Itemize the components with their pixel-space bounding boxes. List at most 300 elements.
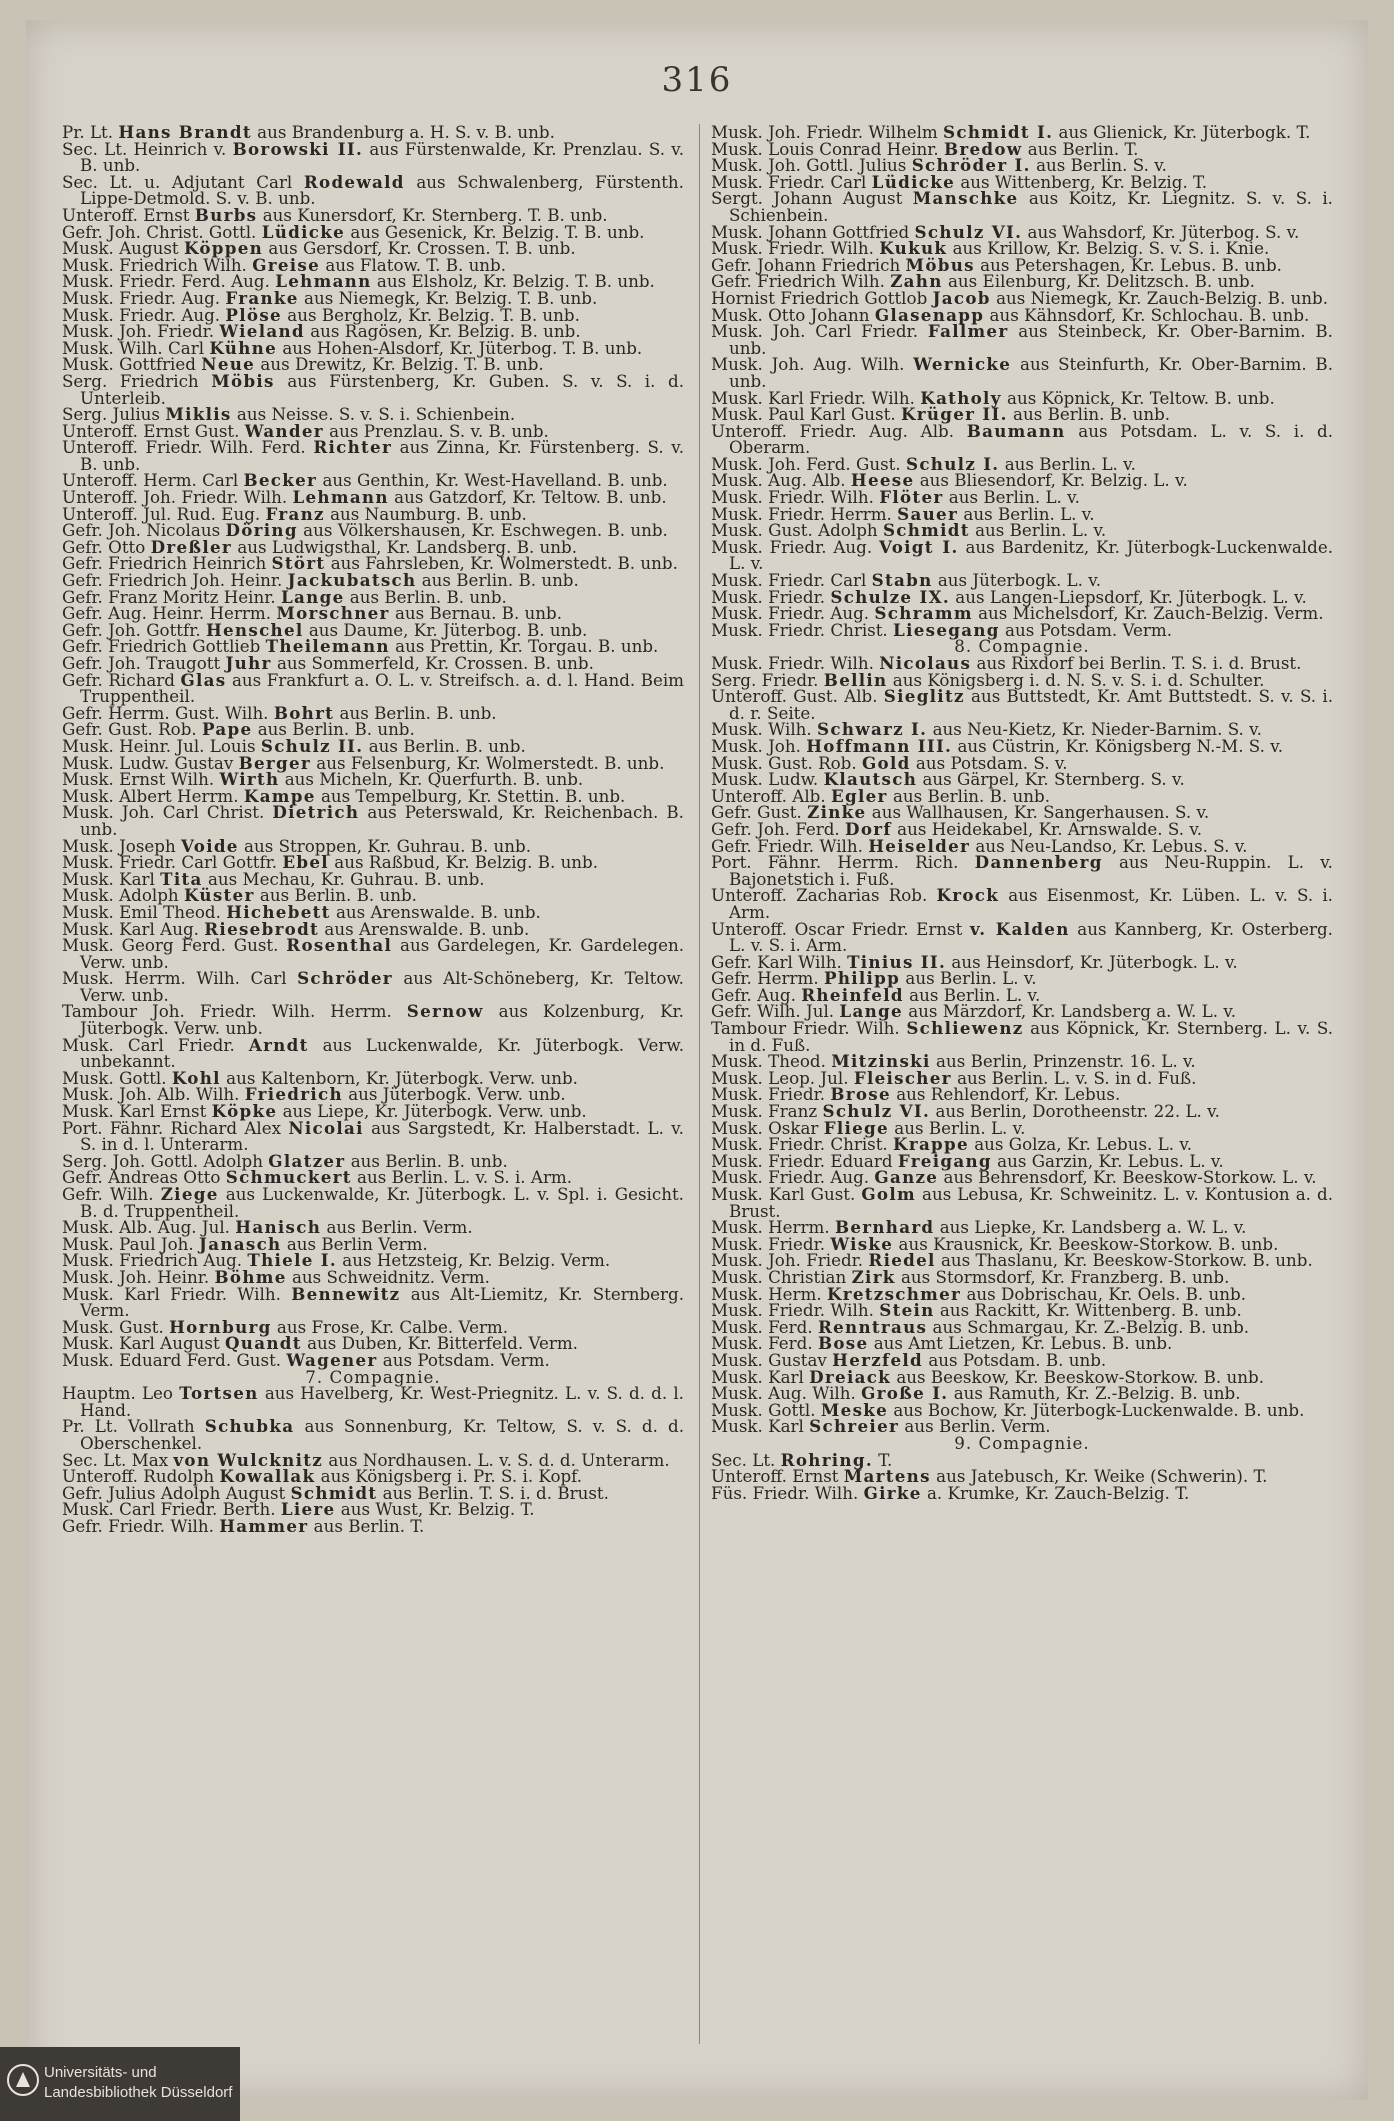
entry-rank-given-names: Port. Fähnr. Herrm. Rich. — [711, 852, 959, 873]
entry-rank-given-names: Gefr. Joh. Christ. Gottl. — [62, 221, 257, 242]
casualty-entry — [711, 356, 1333, 389]
entry-rank-given-names: Gefr. Friedr. Wilh. — [62, 1515, 214, 1536]
entry-surname: Golm — [861, 1184, 916, 1204]
entry-rank-given-names: Gefr. Herrm. Gust. Wilh. — [62, 702, 269, 723]
entry-surname: Schliewenz — [906, 1018, 1024, 1039]
entry-rank-given-names: Musk. August — [62, 238, 179, 259]
entry-origin-status: aus Stormsdorf, Kr. Franzberg. B. unb. — [900, 1266, 1230, 1287]
entry-origin-status: aus Bliesendorf, Kr. Belzig. L. v. — [919, 470, 1188, 491]
company-heading: 7. Compagnie. — [305, 1366, 441, 1387]
entry-rank-given-names: Musk. Friedr. Ferd. Aug. — [62, 271, 270, 292]
entry-rank-given-names: Musk. Christian — [711, 1266, 847, 1287]
entry-rank-given-names: Unteroff. Ernst Gust. — [62, 420, 240, 441]
entry-surname: Plöse — [225, 304, 282, 325]
entry-rank-given-names: Musk. Louis Conrad Heinr. — [711, 138, 939, 159]
entry-surname: Köpke — [211, 1101, 278, 1122]
entry-origin-status: aus Potsdam. S. v. — [915, 752, 1068, 773]
entry-rank-given-names: Gefr. Joh. Traugott — [62, 653, 221, 673]
entry-rank-given-names: Gefr. Richard — [62, 669, 175, 690]
entry-surname: Dreßler — [150, 536, 233, 557]
entry-surname: Ebel — [282, 852, 329, 873]
entry-rank-given-names: Musk. Aug. Alb. — [711, 470, 846, 491]
entry-surname: Zahn — [890, 271, 943, 292]
casualty-entry — [62, 937, 684, 970]
entry-rank-given-names: Musk. Friedr. Aug. — [62, 287, 221, 308]
entry-rank-given-names: Musk. Friedr. Christ. — [711, 1134, 888, 1155]
entry-surname: Gold — [862, 752, 911, 773]
entry-rank-given-names: Gefr. Aug. — [711, 984, 796, 1005]
entry-rank-given-names: Musk. Joh. Friedr. Wilhelm — [711, 122, 938, 142]
entry-rank-given-names: Gefr. Friedrich Gottlieb — [62, 636, 261, 657]
entry-rank-given-names: Unteroff. Ernst — [711, 1466, 839, 1487]
casualty-entry — [711, 887, 1333, 920]
entry-surname: Zirk — [851, 1266, 896, 1287]
entry-origin-status: aus Kähnsdorf, Kr. Schlochau. B. unb. — [989, 304, 1310, 325]
entry-rank-given-names: Gefr. Joh. Gottfr. — [62, 619, 201, 640]
entry-surname: Schmidt I. — [943, 122, 1054, 142]
casualty-entry — [62, 439, 684, 472]
entry-origin-status: aus Potsdam. Verm. — [1005, 619, 1173, 640]
entry-origin-status: aus Mechau, Kr. Guhrau. B. unb. — [207, 868, 485, 889]
entry-origin-status: aus Berlin, Dorotheenstr. 22. L. v. — [935, 1101, 1220, 1122]
entry-surname: Juhr — [225, 653, 272, 673]
entry-rank-given-names: Hornist Friedrich Gottlob — [711, 287, 928, 308]
entry-rank-given-names: Musk. Gottl. — [62, 1067, 167, 1088]
company-heading: 9. Compagnie. — [954, 1432, 1090, 1453]
entry-surname: Jacob — [932, 287, 991, 308]
entry-rank-given-names: Musk. Friedr. Eduard — [711, 1150, 893, 1171]
entry-surname: Schulz VI. — [914, 221, 1023, 242]
entry-origin-status: aus Berlin. B. unb. — [1013, 404, 1171, 425]
entry-rank-given-names: Gefr. Julius Adolph August — [62, 1482, 286, 1503]
entry-rank-given-names: Serg. Friedrich — [62, 370, 199, 391]
entry-surname: Köppen — [183, 238, 264, 259]
entry-rank-given-names: Musk. Karl — [711, 1416, 804, 1437]
entry-origin-status: aus Potsdam. B. unb. — [928, 1349, 1107, 1370]
entry-rank-given-names: Unteroff. Zacharias Rob. — [711, 885, 928, 906]
entry-surname: Kukuk — [879, 238, 948, 259]
entry-surname: Dorf — [845, 818, 892, 839]
entry-origin-status: aus Garzin, Kr. Lebus. L. v. — [997, 1150, 1224, 1171]
entry-rank-given-names: Musk. Johann Gottfried — [711, 221, 910, 242]
entry-rank-given-names: Musk. Joh. Aug. Wilh. — [711, 354, 905, 375]
entry-surname: Lange — [839, 1001, 903, 1022]
entry-surname: Schwarz I. — [817, 719, 928, 740]
entry-surname: Krappe — [893, 1134, 969, 1155]
entry-surname: Thiele I. — [247, 1250, 337, 1271]
entry-rank-given-names: Musk. Friedr. Aug. — [711, 1167, 870, 1188]
entry-rank-given-names: Musk. Friedr. Wilh. — [711, 653, 874, 673]
entry-rank-given-names: Musk. Paul Karl Gust. — [711, 404, 896, 425]
entry-origin-status: aus Liepe, Kr. Jüterbogk. Verw. unb. — [282, 1101, 587, 1122]
entry-origin-status: aus Zinna, Kr. Fürstenberg. S. v. B. unb. — [80, 437, 684, 474]
entry-rank-given-names: Musk. Friedr. Aug. — [711, 603, 870, 624]
entry-origin-status: aus Kolzenburg, Kr. Jüterbogk. Verw. unb. — [80, 1001, 684, 1039]
entry-rank-given-names: Musk. Friedr. — [711, 586, 826, 607]
entry-surname: Renntraus — [817, 1316, 928, 1337]
entry-rank-given-names: Sec. Lt. Heinrich v. — [62, 138, 227, 159]
entry-surname: Hanisch — [235, 1217, 322, 1238]
entry-surname: Zinke — [807, 802, 867, 823]
entry-rank-given-names: Musk. Friedr. Christ. — [711, 619, 888, 640]
entry-surname: Franz — [265, 503, 325, 524]
entry-rank-given-names: Musk. Joh. Carl Friedr. — [711, 321, 919, 342]
casualty-entry — [711, 420, 1334, 458]
casualty-entry — [62, 804, 684, 837]
entry-rank-given-names: Sec. Lt. Max — [62, 1449, 169, 1470]
entry-origin-status: aus Elsholz, Kr. Belzig. T. B. unb. — [376, 271, 655, 292]
entry-origin-status: aus Amt Lietzen, Kr. Lebus. B. unb. — [873, 1333, 1173, 1354]
entry-origin-status: aus Genthin, Kr. West-Havelland. B. unb. — [322, 470, 668, 491]
entry-rank-given-names: Musk. Joh. Gottl. Julius — [711, 155, 907, 176]
entry-origin-status: aus Alt-Schöneberg, Kr. Teltow. Verw. unb. — [80, 968, 684, 1005]
entry-rank-given-names: Unteroff. Friedr. Aug. Alb. — [711, 420, 955, 441]
entry-surname: Rosenthal — [286, 935, 393, 956]
entry-surname: Wagener — [286, 1349, 378, 1370]
page-number: 316 — [661, 60, 733, 100]
entry-rank-given-names: Pr. Lt. Vollrath — [62, 1416, 195, 1437]
entry-surname: Friedrich — [244, 1084, 343, 1105]
entry-origin-status: aus Jüterbogk. Verw. unb. — [348, 1084, 566, 1105]
entry-origin-status: aus Berlin. B. unb. — [259, 885, 417, 906]
entry-surname: Martens — [843, 1466, 931, 1487]
entry-surname: Kretzschmer — [826, 1283, 962, 1304]
entry-surname: Girke — [863, 1482, 922, 1503]
entry-origin-status: aus Jüterbogk. L. v. — [937, 570, 1101, 591]
entry-rank-given-names: Musk. Karl Gust. — [711, 1184, 856, 1204]
entry-surname: Lehmann — [275, 271, 372, 292]
entry-origin-status: aus Wahsdorf, Kr. Jüterbog. S. v. — [1027, 221, 1300, 242]
entry-surname: Krock — [936, 885, 1000, 906]
entry-origin-status: aus Kaltenborn, Kr. Jüterbogk. Verw. unb. — [226, 1067, 578, 1088]
entry-origin-status: aus Schmargau, Kr. Z.-Belzig. B. unb. — [932, 1316, 1250, 1337]
entry-surname: Fliege — [823, 1117, 889, 1138]
entry-rank-given-names: Gefr. Wilh. — [62, 1184, 154, 1204]
entry-rank-given-names: Serg. Friedr. — [711, 669, 819, 690]
entry-surname: Wieland — [219, 321, 305, 342]
casualty-entry — [62, 171, 684, 209]
entry-origin-status: aus Prettin, Kr. Torgau. B. unb. — [395, 636, 659, 657]
entry-surname: Krüger II. — [900, 404, 1008, 425]
entry-rank-given-names: Unteroff. Oscar Friedr. Ernst — [711, 918, 963, 939]
entry-origin-status: aus Berlin. L. v. — [894, 1117, 1026, 1138]
entry-rank-given-names: Musk. Friedrich Aug. — [62, 1250, 243, 1271]
entry-rank-given-names: Gefr. Karl Wilh. — [711, 951, 842, 972]
library-logo — [0, 2047, 240, 2121]
entry-rank-given-names: Musk. Eduard Ferd. Gust. — [62, 1349, 282, 1370]
entry-surname: Hornburg — [169, 1316, 272, 1337]
casualty-entry — [711, 1186, 1333, 1219]
casualty-entry — [62, 1001, 684, 1039]
entry-surname: Lüdicke — [871, 171, 955, 192]
entry-surname: v. Kalden — [969, 918, 1070, 939]
entry-origin-status: aus Buttstedt, Kr. Amt Buttstedt. S. v. S. i. d. r. Seite. — [729, 686, 1334, 723]
entry-origin-status: aus Berlin, Prinzenstr. 16. L. v. — [936, 1051, 1196, 1072]
entry-origin-status: aus Neu-Landso, Kr. Lebus. S. v. — [975, 835, 1248, 856]
entry-rank-given-names: Musk. Gust. Adolph — [711, 520, 878, 541]
entry-origin-status: aus Daume, Kr. Jüterbog. B. unb. — [308, 619, 588, 640]
entry-origin-status: aus Dobrischau, Kr. Oels. B. unb. — [966, 1283, 1247, 1304]
entry-rank-given-names: Gefr. Aug. Heinr. Herrm. — [62, 603, 271, 624]
entry-rank-given-names: Gefr. Herrm. — [711, 968, 819, 989]
entry-origin-status: aus Micheln, Kr. Querfurth. B. unb. — [284, 769, 584, 790]
library-name-line1: Universitäts- und — [44, 2064, 157, 2081]
entry-origin-status: aus Luckenwalde, Kr. Jüterbogk. Verw. unbekannt. — [80, 1034, 685, 1072]
entry-origin-status: aus Königsberg i. d. N. S. v. S. i. d. Schulter. — [892, 669, 1265, 690]
entry-rank-given-names: Port. Fähnr. Richard Alex — [62, 1117, 282, 1138]
entry-surname: Bennewitz — [291, 1283, 401, 1304]
entry-rank-given-names: Musk. Ludw. Gustav — [62, 752, 234, 773]
entry-origin-status: aus Wust, Kr. Belzig. T. — [340, 1499, 535, 1520]
entry-rank-given-names: Musk. Georg Ferd. Gust. — [62, 935, 279, 956]
entry-origin-status: aus Bergholz, Kr. Belzig. T. B. unb. — [287, 304, 580, 325]
entry-rank-given-names: Musk. Emil Theod. — [62, 901, 221, 922]
entry-surname: Bohrt — [273, 702, 335, 723]
entry-origin-status: aus Duben, Kr. Bitterfeld. Verm. — [307, 1333, 578, 1354]
entry-origin-status: aus Berlin. B. unb. — [892, 785, 1051, 806]
entry-origin-status: aus Felsenburg, Kr. Wolmerstedt. B. unb. — [316, 752, 665, 773]
entry-rank-given-names: Unteroff. Ernst — [62, 204, 190, 225]
entry-origin-status: aus Berlin. S. v. — [1036, 155, 1167, 176]
entry-surname: Flöter — [879, 487, 944, 508]
entry-rank-given-names: Musk. Franz — [711, 1101, 818, 1122]
entry-origin-status: aus Kunersdorf, Kr. Sternberg. T. B. unb. — [262, 204, 608, 225]
entry-origin-status: aus Kannberg, Kr. Osterberg. L. v. S. i. Arm. — [729, 918, 1333, 956]
entry-origin-status: aus Raßbud, Kr. Belzig. B. unb. — [334, 852, 599, 873]
entry-rank-given-names: Gefr. Wilh. Jul. — [711, 1001, 835, 1022]
entry-origin-status: aus Michelsdorf, Kr. Zauch-Belzig. Verm. — [978, 603, 1324, 624]
entry-origin-status: aus Brandenburg a. H. S. v. B. unb. — [257, 122, 555, 142]
entry-rank-given-names: Musk. Friedr. — [711, 1084, 826, 1105]
entry-surname: Richter — [313, 437, 393, 458]
entry-surname: Schulz I. — [906, 453, 1000, 474]
casualty-entry — [711, 190, 1333, 223]
entry-origin-status: aus Berlin. L. v. S. i. Arm. — [357, 1167, 573, 1188]
entry-origin-status: aus Königsberg i. Pr. S. i. Kopf. — [320, 1466, 583, 1487]
entry-rank-given-names: Musk. Joseph — [62, 835, 176, 856]
entry-rank-given-names: Unteroff. Gust. Alb. — [711, 686, 878, 707]
entry-surname: Dannenberg — [974, 852, 1103, 873]
entry-surname: Janasch — [199, 1233, 282, 1254]
entry-surname: Manschke — [912, 188, 1019, 209]
entry-origin-status: aus Steinfurth, Kr. Ober-Barnim. B. unb. — [729, 354, 1333, 391]
entry-origin-status: aus Thaslanu, Kr. Beeskow-Storkow. B. unb. — [940, 1250, 1313, 1271]
entry-rank-given-names: Musk. Albert Herrm. — [62, 785, 239, 806]
entry-surname: Dreiack — [809, 1366, 892, 1387]
entry-origin-status: aus Fürstenberg, Kr. Guben. S. v. S. i. d. Unterleib. — [80, 370, 684, 408]
entry-origin-status: aus Sonnenburg, Kr. Teltow, S. v. S. d. d. Oberschenkel. — [80, 1416, 685, 1453]
entry-surname: Mitzinski — [831, 1051, 931, 1072]
entry-origin-status: aus Bernau. B. unb. — [394, 603, 563, 624]
entry-rank-given-names: Musk. Carl Friedr. Berth. — [62, 1499, 276, 1520]
entry-surname: Schubka — [204, 1416, 295, 1437]
entry-surname: Fallmer — [927, 321, 1009, 342]
entry-origin-status: aus Petershagen, Kr. Lebus. B. unb. — [980, 254, 1282, 275]
entry-origin-status: aus Berlin. T. — [1027, 138, 1139, 159]
entry-surname: Schulze IX. — [830, 586, 950, 607]
entry-rank-given-names: Musk. Friedr. Carl — [711, 570, 867, 591]
entry-rank-given-names: Musk. Gust. — [62, 1316, 164, 1337]
entry-surname: Freigang — [897, 1150, 992, 1171]
entry-rank-given-names: Gefr. Friedrich Heinrich — [62, 553, 267, 574]
entry-surname: Riesebrodt — [204, 918, 320, 939]
entry-origin-status: aus Neu-Kietz, Kr. Nieder-Barnim. S. v. — [932, 719, 1262, 740]
entry-surname: Hoffmann III. — [806, 735, 953, 756]
entry-rank-given-names: Musk. Friedr. Wilh. — [711, 487, 874, 508]
entry-surname: Herzfeld — [832, 1349, 924, 1370]
document-page — [26, 20, 1368, 2100]
entry-surname: Riedel — [868, 1250, 936, 1271]
entry-rank-given-names: Musk. Karl — [711, 1366, 804, 1387]
entry-surname: Kohl — [171, 1067, 221, 1088]
entry-rank-given-names: Musk. Gottfried — [62, 354, 196, 375]
entry-rank-given-names: Musk. Gust. Rob. — [711, 752, 857, 773]
entry-rank-given-names: Gefr. Joh. Ferd. — [711, 818, 840, 839]
entry-origin-status: a. Krumke, Kr. Zauch-Belzig. T. — [926, 1482, 1190, 1503]
entry-rank-given-names: Musk. Theod. — [711, 1051, 826, 1072]
entry-origin-status: aus Berlin. L. v. — [975, 520, 1107, 541]
entry-rank-given-names: Unteroff. Rudolph — [62, 1466, 215, 1487]
entry-origin-status: aus Golza, Kr. Lebus. L. v. — [974, 1134, 1193, 1155]
entry-surname: Ziege — [160, 1184, 219, 1204]
entry-origin-status: aus Köpnick, Kr. Sternberg. L. v. S. in d. Fuß. — [729, 1018, 1333, 1055]
entry-surname: Rheinfeld — [801, 984, 904, 1005]
entry-surname: Berger — [238, 752, 311, 773]
entry-rank-given-names: Tambour Friedr. Wilh. — [711, 1018, 900, 1039]
entry-origin-status: aus Fürstenwalde, Kr. Prenzlau. S. v. B. unb. — [80, 138, 685, 176]
entry-surname: Tinius II. — [847, 951, 947, 972]
entry-surname: Schmidt — [882, 520, 970, 541]
entry-surname: Katholy — [920, 387, 1002, 408]
entry-origin-status: aus Frankfurt a. O. L. v. Streifsch. a. d. l. Hand. Beim Truppentheil. — [80, 669, 684, 707]
entry-rank-given-names: Pr. Lt. — [62, 122, 114, 142]
entry-surname: Bose — [817, 1333, 869, 1354]
entry-rank-given-names: Unteroff. Friedr. Wilh. Ferd. — [62, 437, 306, 458]
entry-rank-given-names: Musk. Herrm. — [711, 1217, 830, 1238]
entry-rank-given-names: Musk. Friedrich Wilh. — [62, 254, 247, 275]
right-column — [711, 124, 1333, 1501]
casualty-entry — [711, 918, 1333, 956]
company-heading: 8. Compagnie. — [954, 636, 1090, 657]
entry-rank-given-names: Musk. Karl Friedr. Wilh. — [711, 387, 915, 408]
casualty-entry — [711, 323, 1333, 356]
entry-origin-status: aus Berlin. B. unb. — [349, 586, 507, 607]
entry-surname: Schmidt — [290, 1482, 378, 1503]
casualty-entry — [711, 688, 1333, 721]
entry-origin-status: aus Bochow, Kr. Jüterbogk-Luckenwalde. B. unb. — [893, 1399, 1305, 1420]
entry-rank-given-names: Musk. Joh. Carl Christ. — [62, 802, 265, 823]
entry-rank-given-names: Gefr. Otto — [62, 536, 146, 557]
entry-surname: Becker — [243, 470, 318, 491]
entry-rank-given-names: Füs. Friedr. Wilh. — [711, 1482, 859, 1503]
entry-origin-status: aus Sommerfeld, Kr. Crossen. B. unb. — [276, 653, 594, 673]
entry-origin-status: aus Peterswald, Kr. Reichenbach. B. unb. — [80, 802, 684, 839]
entry-surname: Wander — [244, 420, 324, 441]
entry-surname: Tortsen — [179, 1383, 259, 1404]
entry-surname: Henschel — [205, 619, 304, 640]
entry-surname: Quandt — [224, 1333, 302, 1354]
entry-origin-status: aus Arenswalde. B. unb. — [335, 901, 541, 922]
entry-origin-status: aus Hetzsteig, Kr. Belzig. Verm. — [342, 1250, 611, 1271]
entry-surname: Döring — [225, 520, 298, 541]
entry-origin-status: aus Eisenmost, Kr. Lüben. L. v. S. i. Arm. — [729, 885, 1333, 922]
casualty-entry — [62, 669, 684, 707]
entry-rank-given-names: Musk. Alb. Aug. Jul. — [62, 1217, 230, 1238]
entry-origin-status: aus Beeskow, Kr. Beeskow-Storkow. B. unb. — [896, 1366, 1265, 1387]
entry-surname: Bredow — [943, 138, 1023, 159]
entry-rank-given-names: Musk. Oskar — [711, 1117, 819, 1138]
entry-rank-given-names: Musk. Joh. Friedr. — [62, 321, 215, 342]
entry-surname: Morschner — [276, 603, 390, 624]
entry-rank-given-names: Musk. Ferd. — [711, 1316, 813, 1337]
entry-origin-status: aus Wallhausen, Kr. Sangerhausen. S. v. — [871, 802, 1210, 823]
entry-origin-status: aus Schwalenberg, Fürstenth. Lippe-Detmold. S. v. B. unb. — [80, 171, 684, 209]
entry-origin-status: aus Krausnick, Kr. Beeskow-Storkow. B. unb. — [898, 1233, 1279, 1254]
entry-surname: Schröder — [297, 968, 393, 989]
entry-surname: Pape — [202, 719, 253, 740]
entry-origin-status: aus Fahrsleben, Kr. Wolmerstedt. B. unb. — [330, 553, 678, 574]
entry-surname: Küster — [183, 885, 255, 906]
entry-origin-status: aus Jatebusch, Kr. Weike (Schwerin). T. — [936, 1466, 1268, 1487]
entry-origin-status: aus Eilenburg, Kr. Delitzsch. B. unb. — [947, 271, 1255, 292]
entry-surname: Nicolai — [288, 1117, 364, 1138]
entry-surname: Bellin — [823, 669, 888, 690]
entry-surname: Dietrich — [272, 802, 360, 823]
entry-surname: Nicolaus — [879, 653, 972, 673]
entry-origin-status: aus Havelberg, Kr. West-Priegnitz. L. v. S. d. d. l. Hand. — [80, 1383, 684, 1420]
entry-surname: Franke — [225, 287, 299, 308]
entry-rank-given-names: Musk. Karl August — [62, 1333, 220, 1354]
entry-rank-given-names: Musk. Heinr. Jul. Louis — [62, 735, 256, 756]
entry-surname: Fleischer — [853, 1067, 952, 1088]
entry-origin-status: aus Berlin. T. — [313, 1515, 425, 1536]
entry-surname: Arndt — [248, 1034, 309, 1055]
entry-origin-status: aus Neisse. S. v. S. i. Schienbein. — [236, 404, 516, 425]
entry-origin-status: aus Völkershausen, Kr. Eschwegen. B. unb. — [303, 520, 668, 541]
entry-origin-status: aus Ragösen, Kr. Belzig. B. unb. — [310, 321, 581, 342]
entry-origin-status: aus Stroppen, Kr. Guhrau. B. unb. — [244, 835, 532, 856]
entry-rank-given-names: Gefr. Friedr. Wilh. — [711, 835, 863, 856]
entry-rank-given-names: Musk. Friedr. Aug. — [711, 536, 873, 557]
casualty-entry — [711, 854, 1333, 887]
entry-origin-status: aus Bardenitz, Kr. Jüterbogk-Luckenwalde. L. v. — [729, 536, 1333, 574]
entry-surname: Greise — [252, 254, 320, 275]
entry-surname: Ganze — [874, 1167, 939, 1188]
entry-rank-given-names: Musk. Friedr. Wilh. — [711, 238, 874, 259]
entry-origin-status: aus Wittenberg, Kr. Belzig. T. — [960, 171, 1208, 192]
entry-surname: Jackubatsch — [287, 570, 417, 591]
library-logo-icon — [6, 2063, 40, 2097]
entry-origin-status: aus Gärpel, Kr. Sternberg. S. v. — [922, 769, 1185, 790]
entry-origin-status: aus Lebusa, Kr. Schweinitz. L. v. Kontusion a. d. Brust. — [729, 1184, 1334, 1221]
entry-surname: Stört — [271, 553, 326, 574]
entry-rank-given-names: Gefr. Gust. Rob. — [62, 719, 197, 740]
entry-origin-status: aus Rixdorf bei Berlin. T. S. i. d. Brust. — [976, 653, 1302, 673]
entry-surname: Schramm — [874, 603, 973, 624]
entry-rank-given-names: Musk. Gustav — [711, 1349, 827, 1370]
entry-origin-status: aus Cüstrin, Kr. Königsberg N.-M. S. v. — [957, 735, 1284, 756]
entry-rank-given-names: Sec. Lt. — [711, 1449, 776, 1470]
entry-origin-status: aus Hohen-Alsdorf, Kr. Jüterbog. T. B. unb. — [282, 337, 643, 358]
entry-rank-given-names: Musk. Friedr. Herrm. — [711, 503, 892, 524]
entry-rank-given-names: Musk. Leop. Jul. — [711, 1067, 849, 1088]
casualty-entry — [62, 1283, 684, 1321]
entry-rank-given-names: Gefr. Friedrich Joh. Heinr. — [62, 570, 283, 591]
entry-origin-status: aus Potsdam. L. v. S. i. d. Oberarm. — [729, 420, 1334, 458]
entry-origin-status: aus Nordhausen. L. v. S. d. d. Unterarm. — [328, 1449, 670, 1470]
entry-rank-given-names: Musk. Friedr. Aug. — [62, 304, 221, 325]
entry-rank-given-names: Musk. Adolph — [62, 885, 179, 906]
